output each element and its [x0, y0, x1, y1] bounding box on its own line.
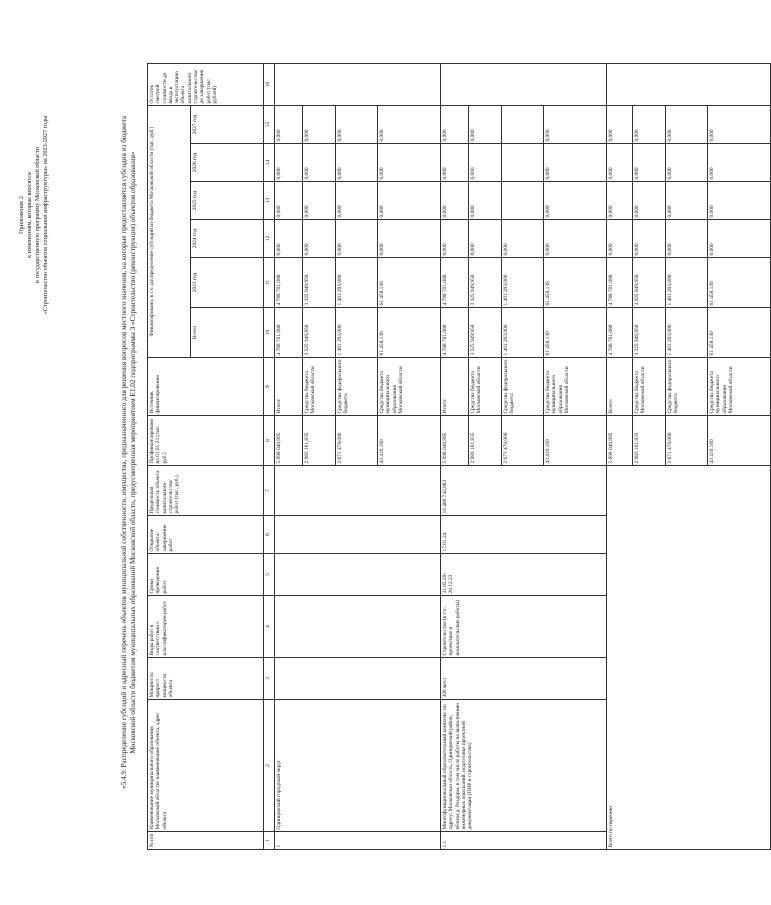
heading-line: Московской области бюджетам муниципальных образований Московской области, предусмотренная мероприятием Е1.02 подпрограммы 3 «Строительство (реконструкция) объектов образования»	[129, 151, 137, 754]
col-header-fin-group: Финансировано, в т.ч. распределение субсидий из бюджета Московской области (тыс. руб.)	[148, 106, 191, 358]
cell-value: 1 401 293,000	[666, 258, 708, 308]
cell-value: 0,000	[336, 144, 378, 182]
object-works: Строительство (в т.ч. проектные и изыскательские работы)	[441, 596, 607, 658]
cell-value: 0,000	[633, 220, 666, 258]
cell-value	[502, 182, 544, 220]
financed-value: 5 698 040,995	[441, 416, 469, 466]
col-number: 8	[264, 416, 275, 466]
financed-value: 2 671 478,000	[502, 416, 544, 466]
cell-value: 61 458,130	[378, 258, 441, 308]
capacity-value: 300	[442, 689, 448, 698]
cell-value: 0,000	[708, 220, 771, 258]
col-number: 12	[264, 220, 275, 258]
cell-value: 3 325 949,958	[303, 308, 336, 358]
cell-value: 4 788 701,088	[441, 308, 469, 358]
source-label: Средства федерального бюджета	[336, 358, 378, 416]
cell-value: 3 325 949,958	[469, 258, 502, 308]
okrug-name: Одинцовский городской округ	[275, 700, 441, 832]
cell-value: 0,000	[544, 144, 607, 182]
col-header-name: Наименование муниципального образования Московской области/ наименование объекта, адрес объекта	[148, 700, 264, 832]
cell-value: 3 325 949,958	[469, 308, 502, 358]
cell-value: 0,000	[607, 182, 633, 220]
appendix-line: «Строительство объектов социальной инфраструктуры» на 2023-2027 годы	[42, 115, 49, 315]
financed-value: 43 410,160	[708, 416, 771, 466]
financed-value: 43 410,160	[544, 416, 607, 466]
financed-value: 2 671 478,000	[336, 416, 378, 466]
col-header-remainder: Остаток сметной стоимости до ввода в эксплуатацию объекта капитального строительства/ до завершения работ (тыс. рублей)	[148, 64, 264, 106]
cell-value: 0,000	[607, 144, 633, 182]
cell-value: 0,000	[441, 144, 469, 182]
source-label: Всего:	[607, 358, 633, 416]
cell-value: 0,000	[666, 144, 708, 182]
cell-value: 0,000	[441, 182, 469, 220]
cell-value: 0,000	[378, 144, 441, 182]
source-label: Средства бюджета Московской области	[303, 358, 336, 416]
col-number: 5	[264, 554, 275, 596]
subsidy-table	[147, 63, 771, 850]
cell-value	[502, 144, 544, 182]
col-header-2024: 2024 год	[191, 220, 264, 258]
cell-value: 0,000	[633, 144, 666, 182]
cell-value: 0,000	[633, 182, 666, 220]
cell-value: 4 788 701,088	[607, 308, 633, 358]
source-label: Средства бюджета муниципального образования Московской области	[708, 358, 771, 416]
total-label: Всего по перечню	[607, 466, 771, 850]
cell-value: 3 325 949,958	[303, 258, 336, 308]
cell-value	[502, 106, 544, 144]
cell-value: 0,000	[544, 106, 607, 144]
cell-value: 3 325 949,958	[633, 258, 666, 308]
heading-line: «5.4.9. Распределение субсидий и адресный перечень объектов муниципальной собственности, имущества, предназначенного для решения вопросов местного значения, на которые предоставляется субсидия из бюджета	[120, 115, 128, 790]
source-label: Средства бюджета Московской области	[633, 358, 666, 416]
cell-value: 1 401 293,000	[502, 308, 544, 358]
col-number: 11	[264, 258, 275, 308]
cell-value: 0,000	[303, 220, 336, 258]
cell-value: 0,000	[275, 106, 303, 144]
cell-value: 1 401 293,000	[666, 308, 708, 358]
source-label: Итого:	[441, 358, 469, 416]
source-label: Средства федерального бюджета	[666, 358, 708, 416]
col-header-2026: 2026 год	[191, 144, 264, 182]
okrug-number: 1	[275, 832, 441, 850]
cell-value: 0,000	[303, 106, 336, 144]
financed-value: 2 983 161,835	[469, 416, 502, 466]
object-period: 31.05.20-20.12.23	[441, 554, 607, 596]
col-number: 15	[264, 106, 275, 144]
appendix-line: Приложение 2	[18, 196, 25, 234]
col-number: 14	[264, 144, 275, 182]
cell-value: 61 458,130	[708, 308, 771, 358]
cell-value: 0,000	[633, 106, 666, 144]
object-limit-cost: 10 486 742,083	[441, 466, 607, 516]
col-header-total: Всего	[191, 308, 264, 358]
col-header-works: Виды работ в соответствии с классификатором работ	[148, 596, 264, 658]
cell-value: 61 458,130	[708, 258, 771, 308]
capacity-unit: мест	[442, 677, 448, 689]
col-number: 2	[264, 700, 275, 832]
financed-value: 2 671 478,000	[666, 416, 708, 466]
col-header-financed: Профинансировано на 01.01.23 (тыс. руб.)	[148, 416, 264, 466]
cell-value: 0,000	[544, 220, 607, 258]
col-number: 3	[264, 658, 275, 700]
source-label: Средства бюджета Московской области	[469, 358, 502, 416]
cell-value: 0,000	[544, 182, 607, 220]
col-number: 9	[264, 358, 275, 416]
cell-value: 0,000	[378, 182, 441, 220]
cell-value: 3 325 949,958	[633, 308, 666, 358]
source-label: Средства бюджета муниципального образования Московской области	[378, 358, 441, 416]
financed-value: 2 983 161,835	[303, 416, 336, 466]
appendix-line: в государственную программу Московской области	[34, 147, 41, 283]
col-header-limit-cost: Предельная стоимость объекта капитального строительства/ работ (тыс. руб.)	[148, 466, 264, 516]
cell-value: 0,000	[336, 220, 378, 258]
cell-value: 61 458,130	[544, 258, 607, 308]
col-number: 1	[264, 832, 275, 850]
cell-value: 0,000	[336, 106, 378, 144]
cell-value: 0,000	[607, 106, 633, 144]
cell-value: 1 401 293,000	[502, 258, 544, 308]
source-label: Средства федерального бюджета	[502, 358, 544, 416]
financed-value: 5 698 040,995	[275, 416, 303, 466]
cell-value: 0,000	[708, 144, 771, 182]
appendix-note	[18, 25, 50, 405]
cell-value: 0,000	[469, 144, 502, 182]
object-open-date: 17.01.24	[441, 516, 607, 554]
col-header-period: Сроки проведения работ	[148, 554, 264, 596]
object-capacity	[441, 658, 607, 700]
object-number: 1.1	[441, 832, 607, 850]
financed-value: 2 983 161,835	[633, 416, 666, 466]
cell-value: 0,000	[378, 220, 441, 258]
col-number: 4	[264, 596, 275, 658]
col-header-capacity: Мощность/ прирост мощности объекта	[148, 658, 264, 700]
source-label: Средства бюджета муниципального образования Московской области	[544, 358, 607, 416]
col-header-2027: 2027 год	[191, 106, 264, 144]
appendix-line: к изменениям, которые вносятся	[26, 172, 33, 258]
cell-value: 0,000	[708, 182, 771, 220]
cell-value: 61 458,130	[378, 308, 441, 358]
cell-value: 0,000	[275, 220, 303, 258]
cell-value: 4 788 701,088	[607, 258, 633, 308]
cell-value: 61 458,130	[544, 308, 607, 358]
object-name: Многофункциональный образовательный комплекс по адресу: Московская область, Одинцовский район, вблизи д. Раздоры, в том числе работы по выполнению инженерных изысканий, подготовке проектной документации (ПИР и строительство)	[441, 700, 607, 832]
document-heading	[120, 15, 138, 890]
cell-value: 1 401 293,000	[336, 308, 378, 358]
cell-value: 0,000	[666, 106, 708, 144]
cell-value: 0,000	[469, 220, 502, 258]
cell-value: 0,000	[666, 182, 708, 220]
col-header-num: № п/п	[148, 832, 264, 850]
col-number: 13	[264, 182, 275, 220]
col-number: 16	[264, 64, 275, 106]
col-number: 10	[264, 308, 275, 358]
cell-value: 0,000	[275, 144, 303, 182]
cell-value: 0,000	[441, 106, 469, 144]
cell-value: 0,000	[336, 182, 378, 220]
col-header-2025: 2025 год	[191, 182, 264, 220]
col-number: 7	[264, 466, 275, 516]
col-number: 6	[264, 516, 275, 554]
cell-value: 0,000	[469, 106, 502, 144]
financed-value: 43 410,160	[378, 416, 441, 466]
cell-value: 0,000	[303, 144, 336, 182]
cell-value: 0,000	[666, 220, 708, 258]
cell-value: 0,000	[441, 220, 469, 258]
financed-value: 5 698 040,995	[607, 416, 633, 466]
cell-value: 0,000	[607, 220, 633, 258]
cell-value: 4 788 701,088	[275, 258, 303, 308]
cell-value: 0,000	[469, 182, 502, 220]
cell-value: 0,000	[708, 106, 771, 144]
col-header-open: Открытие объекта/ завершение работ	[148, 516, 264, 554]
cell-value: 0,000	[502, 220, 544, 258]
col-header-2023: 2023 год	[191, 258, 264, 308]
cell-value: 4 788 701,088	[441, 258, 469, 308]
source-label: Итого:	[275, 358, 303, 416]
cell-value: 0,000	[378, 106, 441, 144]
cell-value: 0,000	[303, 182, 336, 220]
cell-value: 0,000	[275, 182, 303, 220]
cell-value: 4 788 701,088	[275, 308, 303, 358]
cell-value: 1 401 293,000	[336, 258, 378, 308]
col-header-source: Источник финансирования	[148, 358, 264, 416]
